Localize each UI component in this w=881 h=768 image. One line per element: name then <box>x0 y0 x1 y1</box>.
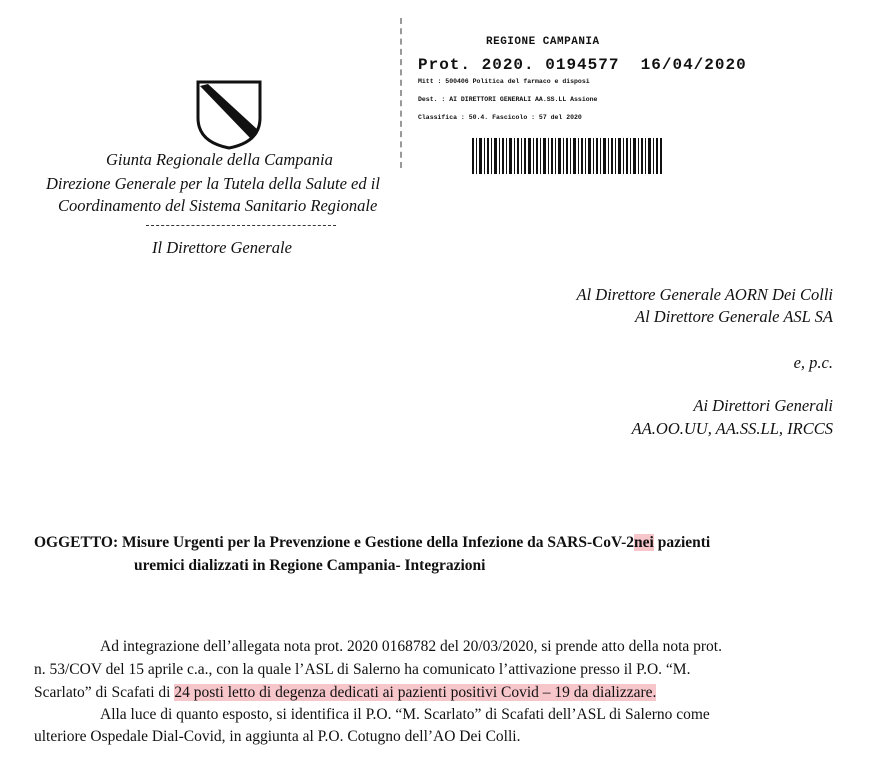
stamp-prot-number: 2020. 0194577 <box>481 56 620 74</box>
subject-text-1: Misure Urgenti per la Prevenzione e Gestione della Infezione da SARS-CoV-2 <box>122 534 635 551</box>
stamp-prot-label: Prot. <box>418 56 472 74</box>
subject-line-2: uremici dializzati in Regione Campania- Integrazioni <box>134 557 486 574</box>
subject-line-1 <box>34 534 710 552</box>
stamp-dest: Dest. : AI DIRETTORI GENERALI AA.SS.LL Assione <box>418 96 598 103</box>
body-p1-line-1: Ad integrazione dell’allegata nota prot. 2020 0168782 del 20/03/2020, si prende atto della nota prot. <box>100 638 722 655</box>
body-p1-line-2: n. 53/COV del 15 aprile c.a., con la quale l’ASL di Salerno ha comunicato l’attivazione presso il P.O. “M. <box>34 661 691 678</box>
header-line-2: Direzione Generale per la Tutela della Salute ed il <box>46 174 380 193</box>
regione-campania-shield-icon <box>194 78 264 150</box>
stamp-region: REGIONE CAMPANIA <box>486 36 600 48</box>
header-line-3: Coordinamento del Sistema Sanitario Regionale <box>58 196 378 215</box>
subject-label: OGGETTO: <box>34 534 119 551</box>
signatory-title: Il Direttore Generale <box>152 238 292 257</box>
addressee-1: Al Direttore Generale AORN Dei Colli <box>576 285 833 304</box>
body-p1-line-3-text: Scarlato” di Scafati di <box>34 684 171 701</box>
addressee-2: Al Direttore Generale ASL SA <box>635 307 833 326</box>
header-divider <box>146 225 336 226</box>
stamp-prot-date: 16/04/2020 <box>640 56 747 74</box>
protocol-stamp <box>400 18 747 168</box>
barcode-icon <box>472 138 662 174</box>
body-p2-line-2: ulteriore Ospedale Dial-Covid, in aggiunta al P.O. Cotugno dell’AO Dei Colli. <box>34 728 521 745</box>
body-p2-line-1: Alla luce di quanto esposto, si identifica il P.O. “M. Scarlato” di Scafati dell’ASL di Salerno come <box>100 706 710 723</box>
cc-line-1: Ai Direttori Generali <box>693 396 833 415</box>
body-p1-line-3 <box>34 684 656 702</box>
header-line-1: Giunta Regionale della Campania <box>106 150 333 169</box>
addressee-pc: e, p.c. <box>793 353 833 372</box>
body-highlight: 24 posti letto di degenza dedicati ai pazienti positivi Covid – 19 da dializzare. <box>174 684 657 701</box>
subject-text-1b: pazienti <box>657 534 711 551</box>
stamp-classifica: Classifica : 50.4. Fascicolo : 57 del 2020 <box>418 114 582 121</box>
subject-highlight: nei <box>634 534 654 551</box>
stamp-mitt: Mitt : 500406 Politica del farmaco e disposi <box>418 78 590 85</box>
stamp-protocol <box>418 56 747 74</box>
cc-line-2: AA.OO.UU, AA.SS.LL, IRCCS <box>631 419 833 438</box>
